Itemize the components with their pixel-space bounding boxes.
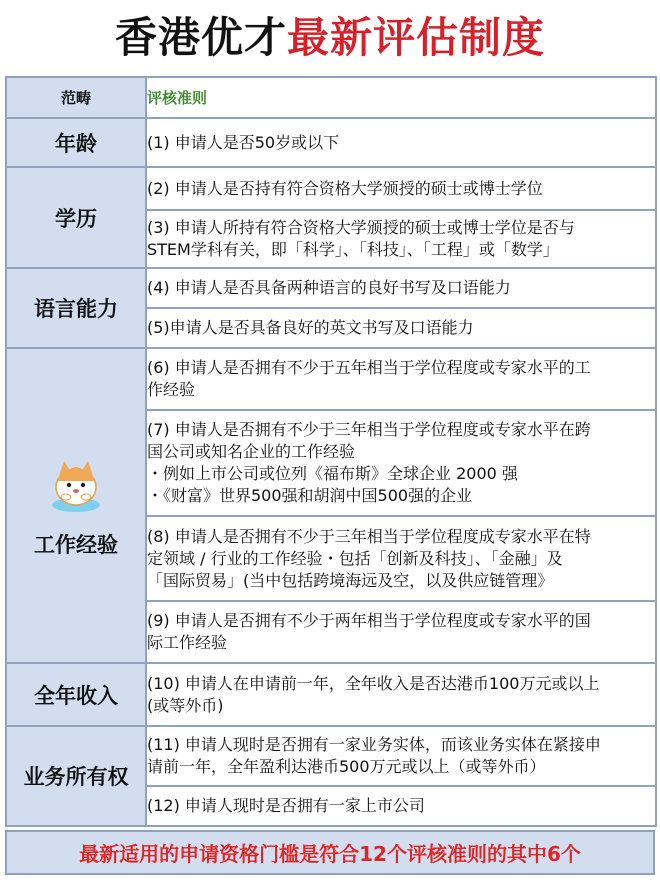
criterion-line: 请前一年，全年盈利达港币500万元或以上（或等外币） bbox=[147, 757, 546, 776]
table-row bbox=[6, 268, 656, 308]
criterion-line: (或等外币) bbox=[147, 695, 224, 715]
table-header-row bbox=[6, 77, 656, 118]
category-work-experience-label: 工作经验 bbox=[34, 532, 118, 557]
header-criteria: 评核准则 bbox=[146, 77, 656, 118]
header-category: 范畴 bbox=[6, 77, 146, 118]
criterion-line: 定领域 / 行业的工作经验・包括「创新及科技」、「金融」及 bbox=[147, 548, 563, 568]
criterion-line: 际工作经验 bbox=[147, 633, 228, 652]
table-row bbox=[6, 726, 656, 786]
criterion-line: 「国际贸易」(当中包括跨境海远及空，以及供应链管理》 bbox=[147, 570, 554, 590]
criterion-1 bbox=[146, 118, 656, 167]
criterion-line: (9) 申请人是否拥有不少于两年相当于学位程度或专家水平的国 bbox=[147, 611, 591, 630]
criterion-line: (4) 申请人是否具备两种语言的良好书写及口语能力 bbox=[147, 278, 511, 297]
table-row bbox=[6, 348, 656, 410]
criterion-line: (10) 申请人在申请前一年，全年收入是否达港币100万元或以上 bbox=[147, 673, 600, 693]
criterion-line: (12) 申请人现时是否拥有一家上市公司 bbox=[147, 796, 425, 815]
criterion-3 bbox=[146, 210, 656, 268]
title-black-part: 香港优才 bbox=[114, 13, 287, 62]
criterion-12 bbox=[146, 786, 656, 826]
criterion-bullet: ・例如上市公司或位列《福布斯》全球企业 2000 强 bbox=[147, 464, 518, 483]
criterion-line: 国公司或知名企业的工作经验 bbox=[147, 442, 356, 461]
criterion-line: (6) 申请人是否拥有不少于五年相当于学位程度或专家水平的工 bbox=[147, 358, 591, 377]
criterion-line: (11) 申请人现时是否拥有一家业务实体，而该业务实体在紧接申 bbox=[147, 735, 601, 754]
criterion-9 bbox=[146, 601, 656, 663]
criterion-line: (8) 申请人是否拥有不少于三年相当于学位程度成专家水平在特 bbox=[147, 526, 591, 546]
criterion-line: (1) 申请人是否50岁或以下 bbox=[147, 132, 340, 152]
category-annual-income: 全年收入 bbox=[6, 663, 146, 726]
criterion-8 bbox=[146, 516, 656, 601]
criterion-7 bbox=[146, 410, 656, 516]
criteria-table bbox=[5, 76, 657, 827]
criterion-line: (7) 申请人是否拥有不少于三年相当于学位程度或专家水平在跨 bbox=[147, 420, 591, 439]
criterion-line: (3) 申请人所持有符合资格大学颁授的硕士或博士学位是否与 bbox=[147, 218, 575, 237]
title-red-part: 最新评估制度 bbox=[287, 13, 546, 62]
criterion-line: (2) 申请人是否持有符合资格大学颁授的硕士或博士学位 bbox=[147, 178, 543, 198]
criterion-6 bbox=[146, 348, 656, 410]
category-age: 年龄 bbox=[6, 118, 146, 167]
criterion-2 bbox=[146, 167, 656, 210]
table-row bbox=[6, 167, 656, 210]
category-business-ownership: 业务所有权 bbox=[6, 726, 146, 826]
criterion-bullet: ・《财富》世界500强和胡润中国500强的企业 bbox=[147, 486, 473, 505]
criterion-line: (5)申请人是否具备良好的英文书写及口语能力 bbox=[147, 318, 474, 337]
table-row bbox=[6, 663, 656, 726]
criterion-line: STEM学科有关，即「科学」、「科技」、「工程」或「数学」 bbox=[147, 240, 559, 259]
table-row bbox=[6, 118, 656, 167]
page-title bbox=[0, 0, 660, 70]
category-language: 语言能力 bbox=[6, 268, 146, 348]
criterion-11 bbox=[146, 726, 656, 786]
footer-note: 最新适用的申请资格门槛是符合12个评核准则的其中6个 bbox=[5, 830, 655, 875]
cat-mascot-icon bbox=[44, 453, 108, 517]
category-work-experience bbox=[6, 348, 146, 663]
criterion-4 bbox=[146, 268, 656, 308]
criterion-10 bbox=[146, 663, 656, 726]
category-education: 学历 bbox=[6, 167, 146, 268]
criterion-line: 作经验 bbox=[147, 380, 196, 399]
criterion-5 bbox=[146, 308, 656, 348]
